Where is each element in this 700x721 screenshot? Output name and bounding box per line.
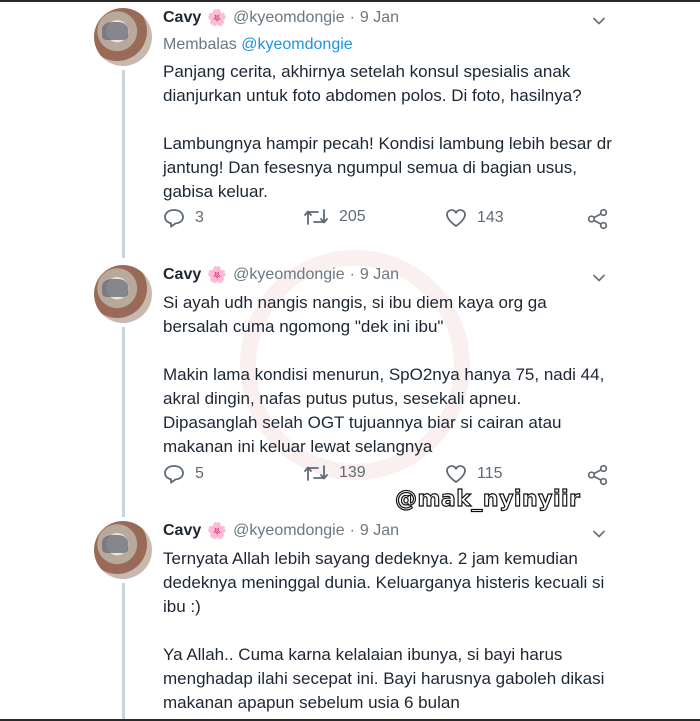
- reply-count: 5: [195, 465, 204, 482]
- watermark-text: @mak_nyinyiir: [395, 487, 581, 512]
- reply-button[interactable]: [163, 464, 204, 484]
- retweet-icon: [303, 464, 329, 482]
- tweet-paragraph: Si ayah udh nangis nangis, si ibu diem kaya org ga bersalah cuma ngomong "dek ini ibu": [163, 293, 547, 336]
- chevron-down-icon[interactable]: [592, 14, 606, 28]
- tweet-actions: [163, 208, 613, 230]
- share-button[interactable]: [587, 208, 619, 230]
- separator-dot: ·: [349, 9, 355, 26]
- heart-icon: [445, 464, 467, 484]
- tweet-date[interactable]: 9 Jan: [359, 266, 400, 283]
- top-border: [0, 0, 700, 2]
- separator-dot: ·: [349, 522, 355, 539]
- thread-line: [122, 70, 125, 258]
- user-handle[interactable]: @kyeomdongie: [233, 522, 345, 539]
- share-icon: [587, 464, 609, 486]
- avatar[interactable]: [94, 265, 152, 323]
- tweet-paragraph: Makin lama kondisi menurun, SpO2nya hanya 75, nadi 44, akral dingin, nafas putus putus, sesekali apneu. Dipasanglah selah OGT tujuannya biar si cairan atau makanan ini keluar lewat selangnya: [163, 365, 605, 456]
- reply-context: [163, 36, 353, 54]
- reply-mention-link[interactable]: @kyeomdongie: [241, 36, 353, 53]
- reply-button[interactable]: [163, 208, 204, 228]
- tweet-paragraph: Lambungnya hampir pecah! Kondisi lambung lebih besar dr jantung! Dan fesesnya ngumpul semua di bagian usus, gabisa keluar.: [163, 134, 612, 201]
- separator-dot: ·: [349, 266, 355, 283]
- tweet-paragraph: Ya Allah.. Cuma karna kelalaian ibunya, si bayi harus menghadap ilahi secepat ini. Bayi harusnya gaboleh dikasi makanan apapun sebelum usia 6 bulan: [163, 645, 605, 712]
- like-button[interactable]: [445, 208, 504, 228]
- avatar[interactable]: [94, 8, 152, 66]
- tweet-header: [163, 265, 399, 285]
- reply-prefix: Membalas: [163, 36, 242, 53]
- reply-count: 3: [195, 209, 204, 226]
- retweet-button[interactable]: [303, 208, 366, 226]
- tweet-paragraph: Panjang cerita, akhirnya setelah konsul spesialis anak dianjurkan untuk foto abdomen polos. Di foto, hasilnya?: [163, 62, 582, 105]
- tweet-paragraph: Ternyata Allah lebih sayang dedeknya. 2 jam kemudian dedeknya meninggal dunia. Keluarganya histeris kecuali si ibu :): [163, 549, 605, 616]
- display-name[interactable]: Cavy: [163, 522, 202, 539]
- flower-emoji-icon: 🌸: [207, 523, 228, 540]
- flower-emoji-icon: 🌸: [207, 267, 228, 284]
- like-count: 143: [477, 209, 504, 226]
- user-handle[interactable]: @kyeomdongie: [233, 9, 345, 26]
- tweet-header: [163, 8, 399, 28]
- tweet-date[interactable]: 9 Jan: [359, 9, 400, 26]
- like-button[interactable]: [445, 464, 503, 484]
- heart-icon: [445, 208, 467, 228]
- tweet-text: [163, 547, 613, 715]
- thread-line: [122, 327, 125, 517]
- thread-line: [122, 583, 125, 719]
- user-handle[interactable]: @kyeomdongie: [233, 266, 345, 283]
- share-icon: [587, 208, 609, 230]
- like-count: 115: [477, 465, 503, 482]
- chevron-down-icon[interactable]: [592, 527, 606, 541]
- share-button[interactable]: [587, 464, 619, 486]
- flower-emoji-icon: 🌸: [207, 10, 228, 27]
- chevron-down-icon[interactable]: [592, 271, 606, 285]
- tweet-header: [163, 521, 399, 541]
- tweet-actions: [163, 464, 613, 486]
- tweet-text: [163, 60, 613, 204]
- tweet-date[interactable]: 9 Jan: [359, 522, 400, 539]
- reply-icon: [163, 464, 185, 484]
- retweet-count: 139: [339, 464, 366, 481]
- display-name[interactable]: Cavy: [163, 9, 202, 26]
- retweet-count: 205: [339, 208, 366, 225]
- avatar[interactable]: [94, 521, 152, 579]
- retweet-button[interactable]: [303, 464, 366, 482]
- reply-icon: [163, 208, 185, 228]
- display-name[interactable]: Cavy: [163, 266, 202, 283]
- tweet-text: [163, 291, 613, 459]
- retweet-icon: [303, 208, 329, 226]
